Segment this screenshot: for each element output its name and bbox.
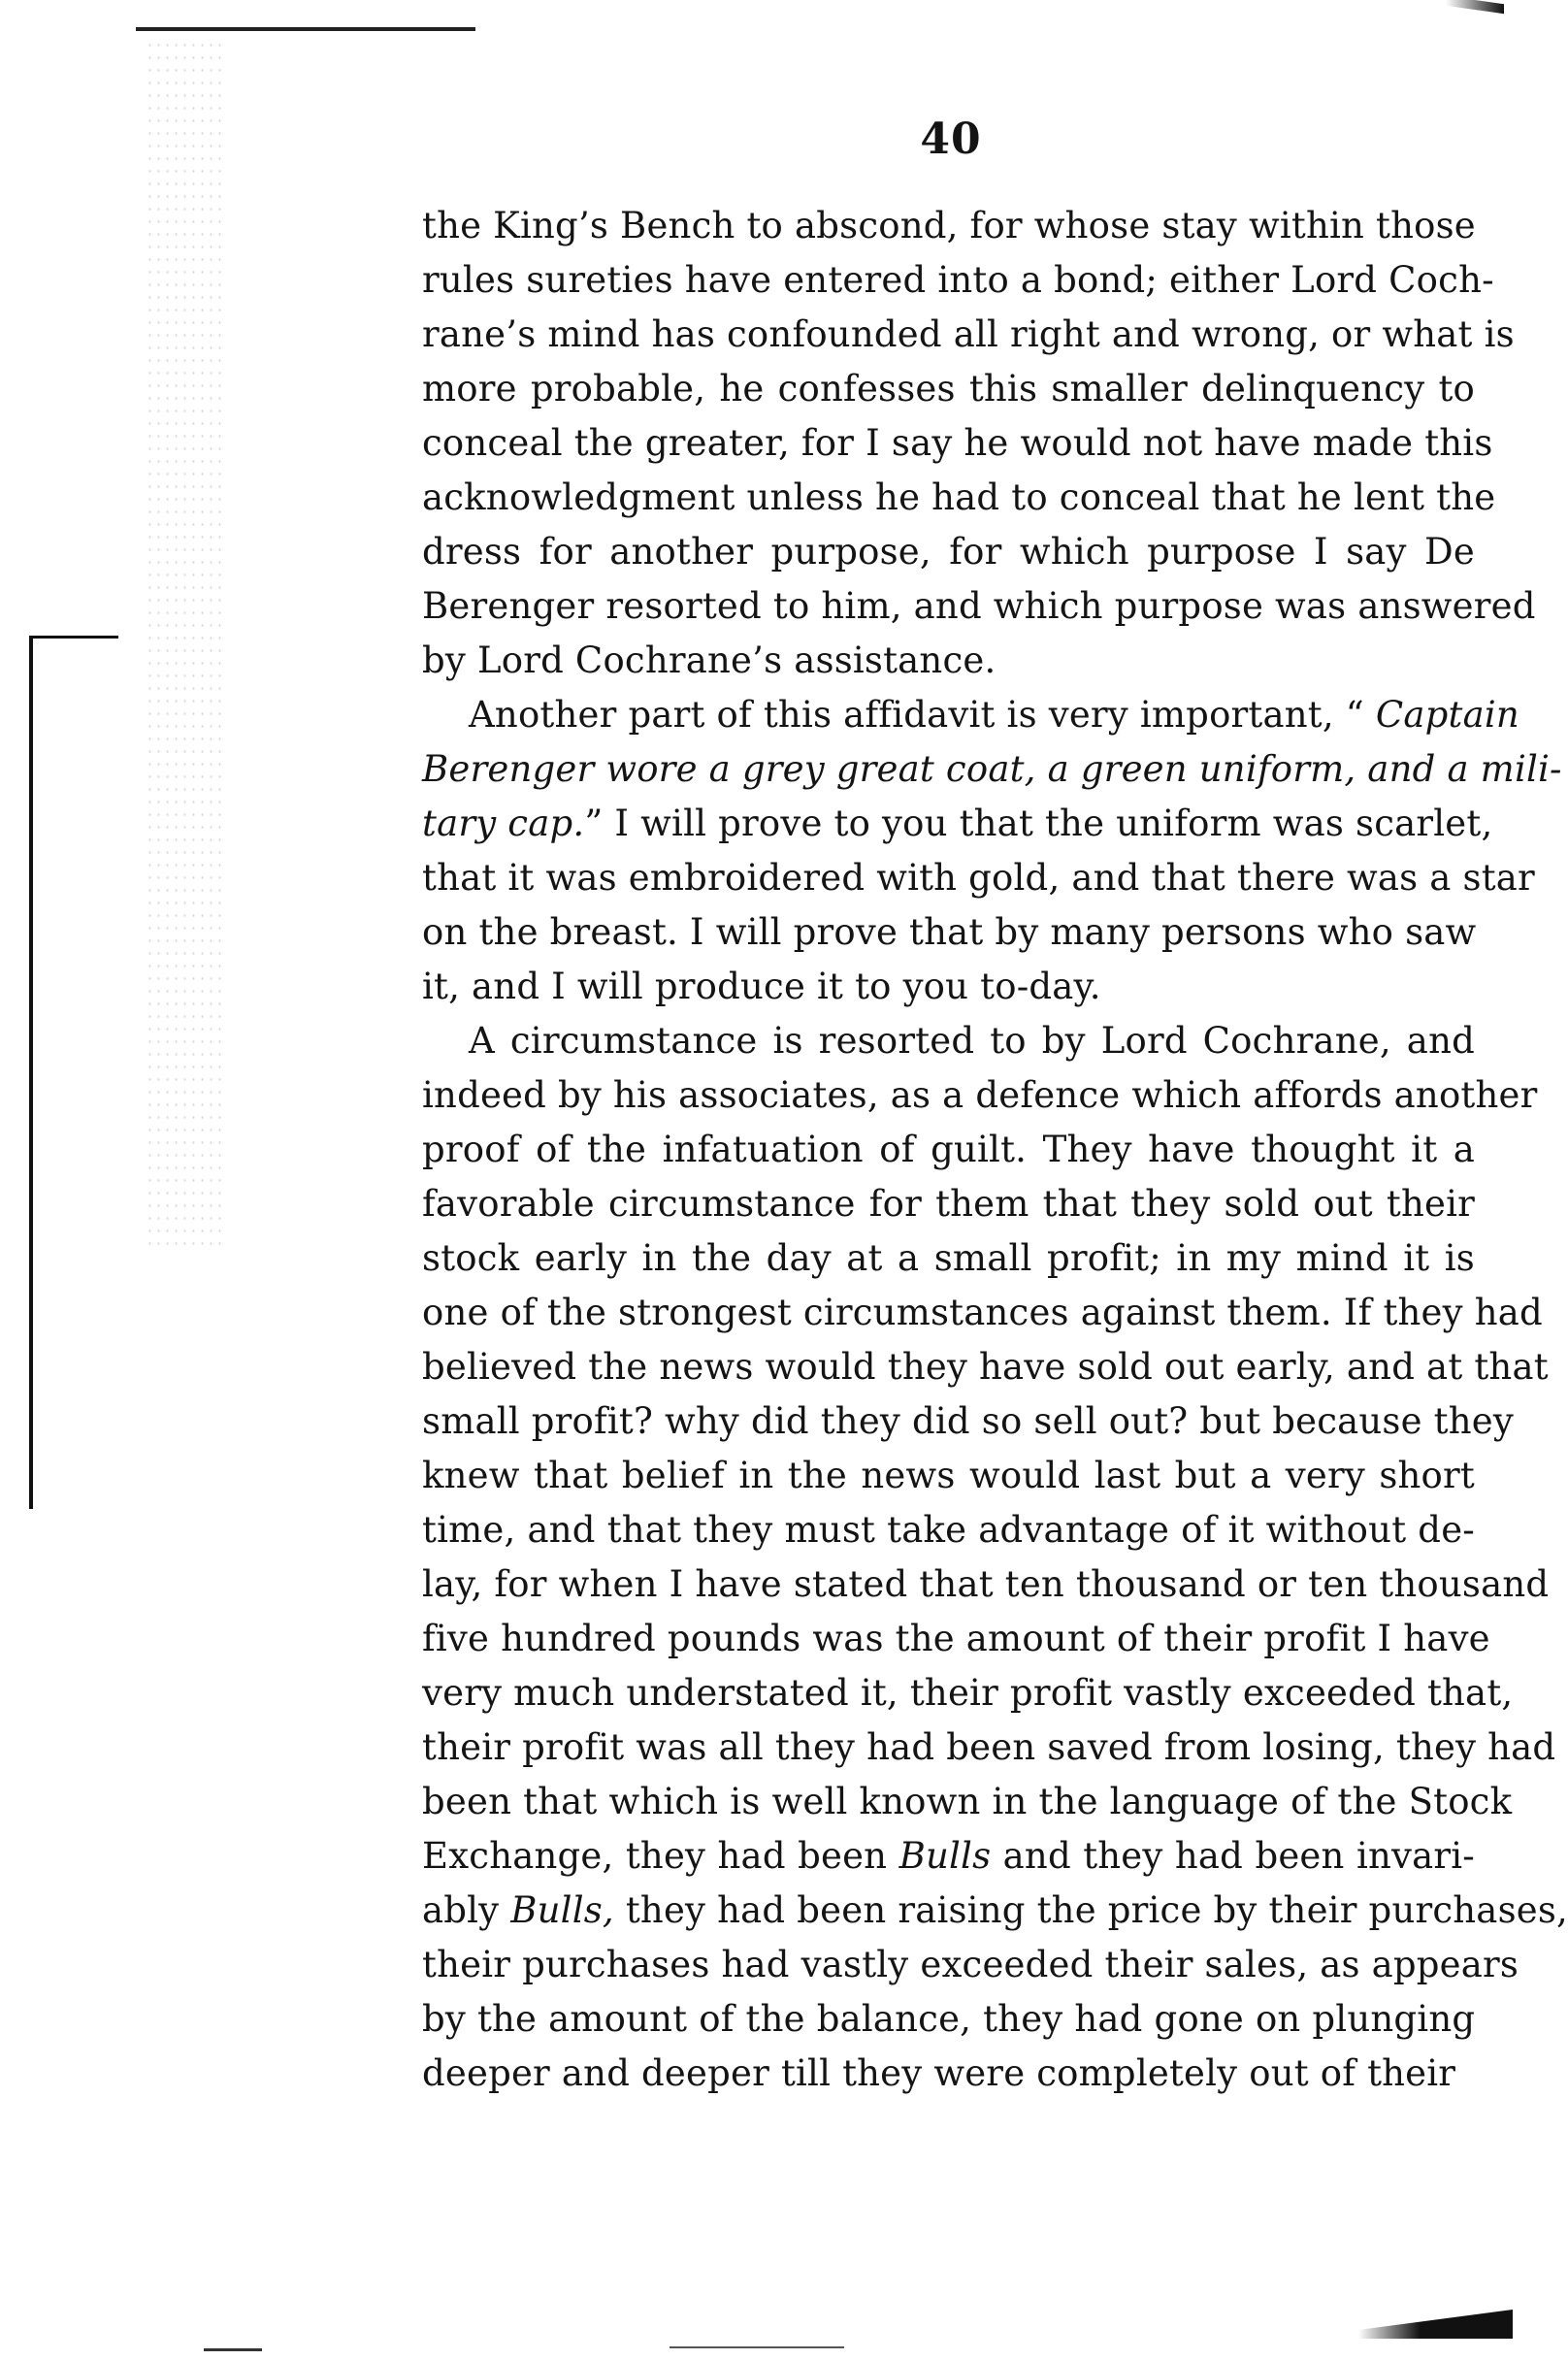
italic-text: tary cap.: [422, 803, 585, 844]
text-segment: five hundred pounds was the amount of their profit I have: [422, 1618, 1490, 1659]
text-segment: ably: [422, 1889, 511, 1931]
text-line: [422, 1721, 1556, 1775]
bottom-center-rule: [670, 2346, 844, 2348]
text-segment: favorable circumstance for them that they sold out their: [422, 1183, 1475, 1225]
text-segment: they had been raising the price by their purchases,: [613, 1889, 1568, 1931]
text-line: [422, 1612, 1490, 1666]
bottom-corner-mark: [1358, 2310, 1513, 2339]
text-segment: ” I will prove to you that the uniform was scarlet,: [584, 803, 1493, 844]
text-line: [422, 199, 1475, 253]
paragraph: [422, 199, 1536, 688]
margin-bracket-top: [29, 636, 118, 639]
text-segment: lay, for when I have stated that ten thousand or ten thousand: [422, 1563, 1550, 1605]
italic-text: Captain: [1375, 694, 1519, 736]
text-line: [422, 742, 1562, 797]
text-line: [422, 960, 1475, 1014]
page-number: 40: [920, 115, 982, 164]
text-line: [422, 1231, 1475, 1286]
text-segment: been that which is well known in the language of the Stock: [422, 1781, 1513, 1822]
text-segment: A circumstance is resorted to by Lord Cochrane, and: [469, 1020, 1475, 1062]
text-line: [422, 2047, 1475, 2101]
text-segment: rane’s mind has confounded all right and wrong, or what is: [422, 313, 1515, 355]
text-line: [422, 688, 1519, 742]
italic-text: Berenger wore a grey great coat, a green uniform, and a mili-: [422, 748, 1562, 790]
text-segment: it, and I will produce it to you to-day.: [422, 966, 1101, 1007]
text-line: [422, 1938, 1519, 1992]
binding-gutter-shadow: [146, 39, 223, 1252]
text-segment: knew that belief in the news would last but a very short: [422, 1455, 1475, 1496]
text-segment: the King’s Bench to abscond, for whose stay within those: [422, 205, 1476, 246]
text-line: [422, 1014, 1475, 1068]
text-segment: their purchases had vastly exceeded their sales, as appears: [422, 1944, 1519, 1985]
text-line: [422, 525, 1475, 579]
text-segment: stock early in the day at a small profit; in my mind it is: [422, 1237, 1475, 1279]
italic-text: Bulls: [898, 1835, 992, 1877]
text-segment: on the breast. I will prove that by many persons who saw: [422, 911, 1477, 953]
italic-text: Bulls,: [510, 1889, 614, 1931]
text-segment: deeper and deeper till they were completely out of their: [422, 2052, 1456, 2094]
text-segment: very much understated it, their profit vastly exceeded that,: [422, 1672, 1514, 1714]
text-segment: acknowledgment unless he had to conceal that he lent the: [422, 476, 1496, 518]
text-line: [422, 1394, 1514, 1449]
paragraph: [422, 1014, 1568, 2101]
margin-bracket-line: [29, 636, 33, 1509]
text-line: [422, 253, 1494, 308]
text-segment: more probable, he confesses this smaller delinquency to: [422, 368, 1475, 410]
text-segment: by the amount of the balance, they had gone on plunging: [422, 1998, 1476, 2040]
text-line: [422, 1340, 1549, 1394]
text-segment: and they had been invari-: [991, 1835, 1475, 1877]
text-segment: indeed by his associates, as a defence which affords another: [422, 1074, 1538, 1116]
text-segment: their profit was all they had been saved from losing, they had: [422, 1726, 1556, 1768]
bottom-left-rule: [204, 2348, 262, 2351]
text-segment: Another part of this affidavit is very important, “: [469, 694, 1376, 736]
text-segment: small profit? why did they did so sell out? but because they: [422, 1400, 1514, 1442]
text-segment: by Lord Cochrane’s assistance.: [422, 639, 996, 681]
text-line: [422, 1884, 1568, 1938]
text-line: [422, 1557, 1550, 1612]
text-segment: that it was embroidered with gold, and that there was a star: [422, 857, 1535, 899]
text-segment: Exchange, they had been: [422, 1835, 899, 1877]
text-line: [422, 1829, 1475, 1884]
text-segment: one of the strongest circumstances against them. If they had: [422, 1292, 1543, 1333]
text-line: [422, 1286, 1543, 1340]
text-line: [422, 905, 1475, 960]
text-line: [422, 416, 1493, 471]
text-line: [422, 1068, 1538, 1123]
text-segment: Berenger resorted to him, and which purpose was answered: [422, 585, 1536, 627]
text-line: [422, 1775, 1513, 1829]
text-line: [422, 308, 1515, 362]
top-rule: [136, 27, 475, 31]
top-corner-mark: [1446, 0, 1504, 14]
text-segment: conceal the greater, for I say he would not have made this: [422, 422, 1493, 464]
text-line: [422, 851, 1535, 905]
text-line: [422, 1503, 1475, 1557]
text-segment: dress for another purpose, for which purpose I say De: [422, 531, 1475, 573]
text-segment: believed the news would they have sold out early, and at that: [422, 1346, 1549, 1388]
text-line: [422, 1449, 1475, 1503]
text-line: [422, 634, 1475, 688]
text-segment: time, and that they must take advantage of it without de-: [422, 1509, 1475, 1551]
body-text: [422, 199, 1568, 2101]
paragraph: [422, 688, 1562, 1014]
text-line: [422, 471, 1496, 525]
text-line: [422, 1123, 1475, 1177]
text-line: [422, 797, 1493, 851]
text-line: [422, 579, 1536, 634]
text-segment: rules sureties have entered into a bond; either Lord Coch-: [422, 259, 1494, 301]
text-line: [422, 362, 1475, 416]
text-line: [422, 1666, 1514, 1721]
text-line: [422, 1177, 1475, 1231]
text-line: [422, 1992, 1475, 2047]
text-segment: proof of the infatuation of guilt. They have thought it a: [422, 1129, 1475, 1170]
